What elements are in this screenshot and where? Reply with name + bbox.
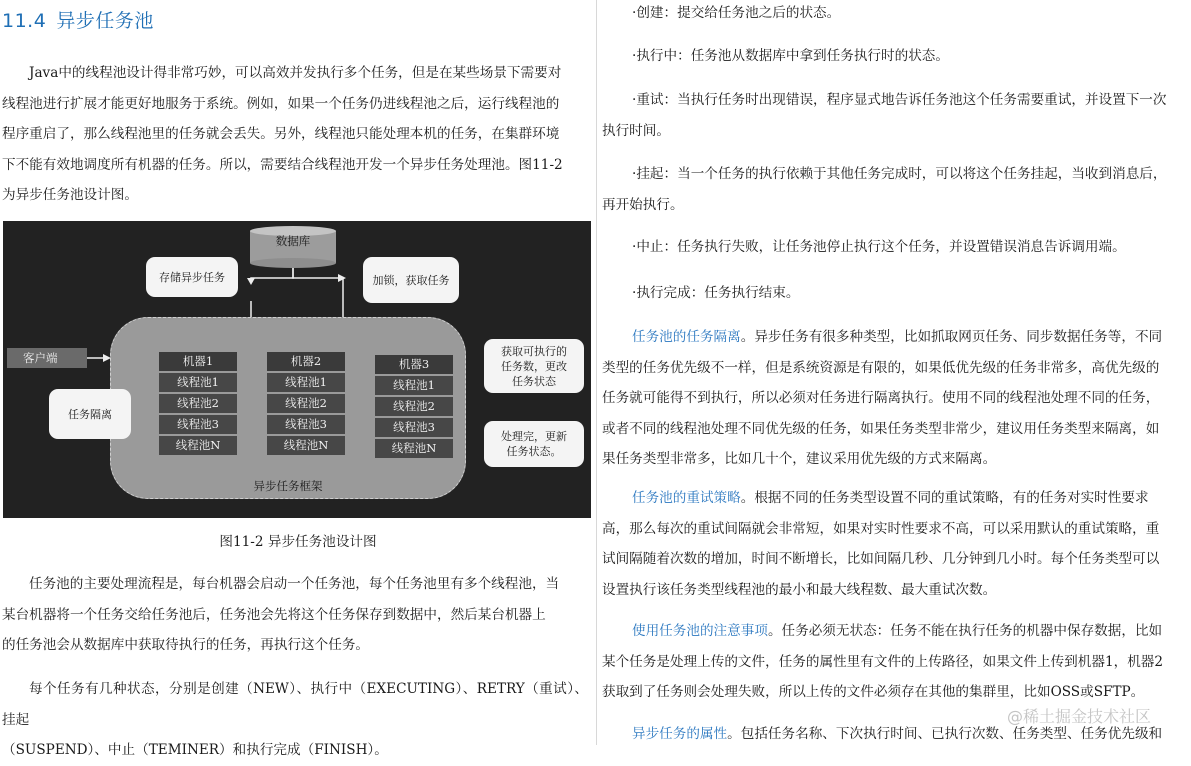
machine-2 <box>267 352 345 457</box>
figure-caption: 图11-2 异步任务池设计图 <box>219 534 377 550</box>
state-line: ·执行完成：任务执行结束。 <box>632 285 800 301</box>
isolation-paragraph <box>602 322 1190 475</box>
flow-line: 任务池的主要处理流程是，每台机器会启动一个任务池，每个任务池里有多个线程池，当 <box>29 576 560 592</box>
isolation-term: 任务池的任务隔离 <box>632 329 741 345</box>
machine-name: 机器3 <box>375 355 453 374</box>
state-terminate-item <box>632 232 1188 263</box>
task-isolation-callout: 任务隔离 <box>49 389 131 439</box>
section-heading <box>2 6 154 33</box>
state-suspend-item <box>602 159 1190 220</box>
thread-pool: 线程池3 <box>267 415 345 434</box>
thread-pool: 线程池N <box>159 436 237 455</box>
para-line: 获取到了任务则会处理失败，所以上传的文件必须存在其他的集群里，比如OSS或SFTP。 <box>602 684 1145 700</box>
states-intro-line: （SUSPEND）、中止（TEMINER）和执行完成（FINISH）。 <box>2 742 388 758</box>
para-line: 。包括任务名称、下次执行时间、已执行次数、任务类型、任务优先级和 <box>727 726 1163 742</box>
retry-strategy-paragraph <box>602 483 1190 605</box>
fetch-executable-callout <box>484 339 584 393</box>
thread-pool: 线程池2 <box>267 394 345 413</box>
flow-paragraph <box>2 569 588 661</box>
callout-line: 获取可执行的 <box>501 344 567 358</box>
para-line: 类型的任务优先级不一样，但是系统资源是有限的，如果低优先级的任务非常多，高优先级的 <box>602 359 1160 376</box>
done-update-callout <box>484 421 584 467</box>
state-line: ·挂起：当一个任务的执行依赖于其他任务完成时，可以将这个任务挂起，当收到消息后， <box>632 166 1167 182</box>
caution-paragraph <box>602 616 1190 708</box>
machine-3 <box>375 355 453 460</box>
intro-line: 下不能有效地调度所有机器的任务。所以，需要结合线程池开发一个异步任务处理池。图11-2 <box>2 156 563 173</box>
para-line: 。根据不同的任务类型设置不同的重试策略，有的任务对实时性要求 <box>740 490 1149 506</box>
intro-line: Java中的线程池设计得非常巧妙，可以高效并发执行多个任务，但是在某些场景下需要对 <box>29 65 562 81</box>
intro-line: 线程池进行扩展才能更好地服务于系统。例如，如果一个任务仍进线程池之后，运行线程池的 <box>2 95 560 112</box>
architecture-figure <box>3 221 591 518</box>
flow-line: 的任务池会从数据库中获取待执行的任务，再执行这个任务。 <box>2 637 370 653</box>
para-line: 果任务类型非常多，比如几十个，建议采用优先级的方式来隔离。 <box>602 451 997 467</box>
client-box: 客户端 <box>7 348 87 368</box>
section-title: 异步任务池 <box>56 10 154 32</box>
machine-name: 机器2 <box>267 352 345 371</box>
attributes-term: 异步任务的属性 <box>632 726 728 742</box>
intro-line: 为异步任务池设计图。 <box>2 187 138 203</box>
machine-1 <box>159 352 237 457</box>
states-intro-line: 每个任务有几种状态，分别是创建（NEW）、执行中（EXECUTING）、RETRY（重试）、挂起 <box>2 681 588 728</box>
intro-paragraph <box>2 58 588 211</box>
state-finish-item <box>632 278 1188 309</box>
caution-term: 使用任务池的注意事项 <box>632 623 768 639</box>
para-line: 。任务必须无状态：任务不能在执行任务的机器中保存数据，比如 <box>767 623 1163 639</box>
state-line: 再开始执行。 <box>602 196 684 213</box>
state-retry-item <box>602 85 1190 146</box>
lock-fetch-callout: 加锁，获取任务 <box>363 257 459 303</box>
thread-pool: 线程池1 <box>375 376 453 395</box>
intro-line: 程序重启了，那么线程池里的任务就会丢失。另外，线程池只能处理本机的任务，在集群环境 <box>2 126 560 142</box>
para-line: 高，那么每次的重试间隔就会非常短，如果对实时性要求不高，可以采用默认的重试策略，重 <box>602 520 1160 537</box>
state-new-item <box>632 0 1188 29</box>
thread-pool: 线程池2 <box>375 397 453 416</box>
para-line: 试间隔随着次数的增加，时间不断增长，比如间隔几秒、几分钟到几小时。每个任务类型可以 <box>602 551 1160 567</box>
state-line: 执行时间。 <box>602 122 670 139</box>
state-line: ·创建：提交给任务池之后的状态。 <box>632 5 841 21</box>
state-line: ·执行中：任务池从数据库中拿到任务执行时的状态。 <box>632 48 949 64</box>
para-line: 某个任务是处理上传的文件，任务的属性里有文件的上传路径，如果文件上传到机器1，机器2 <box>602 653 1164 670</box>
states-intro-paragraph <box>2 674 588 766</box>
para-line: 或者不同的线程池处理不同优先级的任务，如果任务类型非常少，建议用任务类型来隔离，如 <box>602 420 1160 437</box>
thread-pool: 线程池1 <box>159 373 237 392</box>
callout-line: 处理完，更新 <box>501 430 567 443</box>
machine-name: 机器1 <box>159 352 237 371</box>
retry-term: 任务池的重试策略 <box>632 490 741 506</box>
right-column <box>598 0 1191 745</box>
thread-pool: 线程池1 <box>267 373 345 392</box>
para-line: 任务就可能得不到执行，所以必须对任务进行隔离执行。使用不同的线程池处理不同的任务， <box>602 390 1160 406</box>
state-line: ·重试：当执行任务时出现错误，程序显式地告诉任务池这个任务需要重试，并设置下一次 <box>632 92 1167 108</box>
task-framework-label: 异步任务框架 <box>253 479 323 493</box>
left-column <box>0 0 596 758</box>
para-line: 设置执行该任务类型线程池的最小和最大线程数、最大重试次数。 <box>602 581 997 598</box>
section-number: 11.4 <box>2 10 47 32</box>
store-task-callout: 存储异步任务 <box>146 257 238 297</box>
state-line: ·中止：任务执行失败，让任务池停止执行这个任务，并设置错误消息告诉调用端。 <box>632 239 1126 255</box>
thread-pool: 线程池3 <box>159 415 237 434</box>
watermark: @稀土掘金技术社区 <box>1007 707 1152 726</box>
callout-line: 任务数，更改 <box>501 359 567 373</box>
column-divider <box>596 0 597 745</box>
thread-pool: 线程池3 <box>375 418 453 437</box>
thread-pool: 线程池N <box>267 436 345 455</box>
callout-line: 任务状态 <box>512 374 556 388</box>
thread-pool: 线程池N <box>375 439 453 458</box>
database-label: 数据库 <box>275 234 311 248</box>
callout-line: 任务状态。 <box>506 445 562 458</box>
state-executing-item <box>632 41 1188 72</box>
thread-pool: 线程池2 <box>159 394 237 413</box>
para-line: 。异步任务有很多种类型，比如抓取网页任务、同步数据任务等，不同 <box>740 329 1163 345</box>
flow-line: 某台机器将一个任务交给任务池后，任务池会先将这个任务保存到数据中，然后某台机器上 <box>2 606 546 623</box>
